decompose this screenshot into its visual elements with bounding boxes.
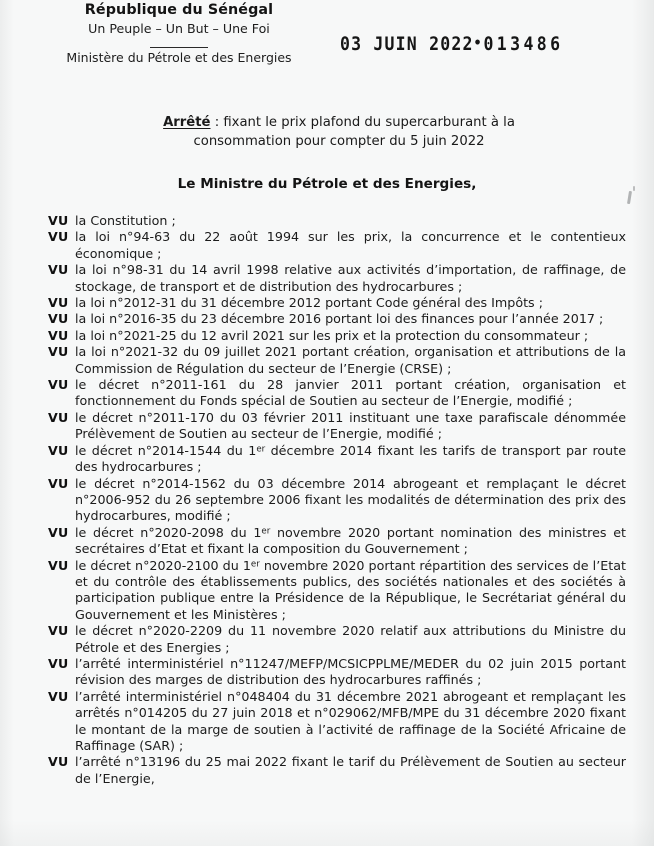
consideration-text: le décret n°2011-170 du 03 février 2011 instituant une taxe parafiscale dénommée Prélèvement de Soutien au secteur de l’Energie, modifié ; bbox=[75, 409, 626, 442]
vu-label: VU bbox=[48, 655, 69, 671]
consideration-text: la loi n°2016-35 du 23 décembre 2016 portant loi des finances pour l’année 2017 ; bbox=[75, 311, 604, 327]
vu-label: VU bbox=[48, 442, 69, 458]
stamp-date: 03 JUIN 2022 bbox=[340, 33, 474, 55]
vu-label: VU bbox=[48, 311, 69, 327]
consideration-text: la loi n°2012-31 du 31 décembre 2012 portant Code général des Impôts ; bbox=[75, 295, 543, 311]
consideration-text: l’arrêté interministériel n°048404 du 31 décembre 2021 abrogeant et remplaçant les arrêtés n°014205 du 27 juin 2018 et n°029062/MFB/MPE du 31 décembre 2020 fixant le montant de la marge de soutien à l’activité de raffinage de la Société Africaine de Raffinage (SAR) ; bbox=[75, 688, 626, 753]
masthead-divider bbox=[150, 47, 208, 48]
consideration-row bbox=[48, 213, 626, 229]
consideration-text: le décret n°2014-1544 du 1er décembre 2014 fixant les tarifs de transport par route des hydrocarbures ; bbox=[75, 442, 626, 475]
consideration-row bbox=[48, 623, 626, 656]
consideration-row bbox=[48, 443, 626, 476]
vu-label: VU bbox=[48, 557, 69, 573]
consideration-row bbox=[48, 476, 626, 525]
considerations-list bbox=[48, 213, 626, 787]
consideration-row bbox=[48, 754, 626, 787]
consideration-text: le décret n°2020-2209 du 11 novembre 2020 relatif aux attributions du Ministre du Pétrole et des Energies ; bbox=[75, 623, 626, 655]
title-keyword: Arrêté bbox=[163, 115, 211, 130]
vu-label: VU bbox=[48, 327, 69, 343]
vu-label: VU bbox=[48, 262, 69, 278]
consideration-row bbox=[48, 410, 626, 443]
consideration-text: la loi n°2021-25 du 12 avril 2021 sur les prix et la protection du consommateur ; bbox=[75, 327, 589, 343]
ministry-name: Ministère du Pétrole et des Energies bbox=[66, 50, 292, 65]
consideration-row bbox=[48, 262, 626, 295]
vu-label: VU bbox=[48, 524, 69, 540]
title-body: : fixant le prix plafond du supercarburant à la consommation pour compter du 5 juin 2022 bbox=[193, 115, 515, 149]
consideration-text: le décret n°2011-161 du 28 janvier 2011 portant création, organisation et fonctionnement du Fonds spécial de Soutien au secteur de l’Energie, modifié ; bbox=[75, 377, 626, 409]
vu-label: VU bbox=[48, 409, 69, 425]
vu-label: VU bbox=[48, 213, 69, 228]
document-header bbox=[0, 0, 654, 100]
consideration-text: la loi n°98-31 du 14 avril 1998 relative aux activités d’importation, de raffinage, de stockage, de transport et de distribution des hydrocarbures ; bbox=[75, 262, 626, 294]
consideration-text: le décret n°2020-2098 du 1er novembre 2020 portant nomination des ministres et secrétaires d’Etat et fixant la composition du Gouvernement ; bbox=[75, 524, 626, 557]
consideration-text: le décret n°2014-1562 du 03 décembre 2014 abrogeant et remplaçant le décret n°2006-952 du 26 septembre 2006 fixant les modalités de détermination des prix des hydrocarbures, modifié ; bbox=[75, 475, 626, 524]
consideration-row bbox=[48, 689, 626, 755]
consideration-row bbox=[48, 295, 626, 311]
consideration-row bbox=[48, 558, 626, 624]
scan-artifact-mark bbox=[627, 191, 632, 204]
vu-label: VU bbox=[48, 688, 69, 704]
consideration-text: l’arrêté interministériel n°11247/MEFP/MCSICPPLME/MEDER du 02 juin 2015 portant révision des marges de distribution des hydrocarbures raffinés ; bbox=[75, 655, 626, 688]
national-motto: Un Peuple – Un But – Une Foi bbox=[88, 21, 270, 36]
vu-label: VU bbox=[48, 229, 69, 245]
document-title bbox=[137, 113, 541, 151]
consideration-text: la loi n°2021-32 du 09 juillet 2021 portant création, organisation et attributions de la Commission de Régulation du secteur de l’Energie (CRSE) ; bbox=[75, 344, 626, 376]
consideration-text: l’arrêté n°13196 du 25 mai 2022 fixant le tarif du Prélèvement de Soutien au secteur de l’Energie, bbox=[75, 754, 626, 786]
consideration-text: la loi n°94-63 du 22 août 1994 sur les prix, la concurrence et le contentieux économique ; bbox=[75, 229, 626, 261]
consideration-row bbox=[48, 377, 626, 410]
addressee-line: Le Ministre du Pétrole et des Energies, bbox=[177, 176, 477, 192]
republic-title: République du Sénégal bbox=[84, 2, 274, 18]
vu-label: VU bbox=[48, 344, 69, 360]
masthead bbox=[36, 2, 322, 66]
consideration-row bbox=[48, 229, 626, 262]
consideration-row bbox=[48, 311, 626, 327]
vu-label: VU bbox=[48, 754, 69, 770]
scan-artifact-mark bbox=[633, 186, 635, 191]
vu-label: VU bbox=[48, 377, 69, 393]
vu-label: VU bbox=[48, 623, 69, 639]
consideration-row bbox=[48, 525, 626, 558]
stamp-number: 013486 bbox=[483, 33, 564, 55]
stamp-separator: • bbox=[473, 35, 484, 53]
consideration-row bbox=[48, 328, 626, 344]
vu-label: VU bbox=[48, 475, 69, 491]
vu-label: VU bbox=[48, 295, 69, 311]
consideration-row bbox=[48, 656, 626, 689]
consideration-row bbox=[48, 344, 626, 377]
registration-stamp bbox=[340, 33, 563, 54]
consideration-text: le décret n°2020-2100 du 1er novembre 2020 portant répartition des services de l’Etat et du contrôle des établissements publics, des sociétés nationales et des sociétés à participation publique entre la Présidence de la République, le Secrétariat général du Gouvernement et les Ministères ; bbox=[75, 557, 626, 622]
consideration-text: la Constitution ; bbox=[75, 213, 176, 228]
